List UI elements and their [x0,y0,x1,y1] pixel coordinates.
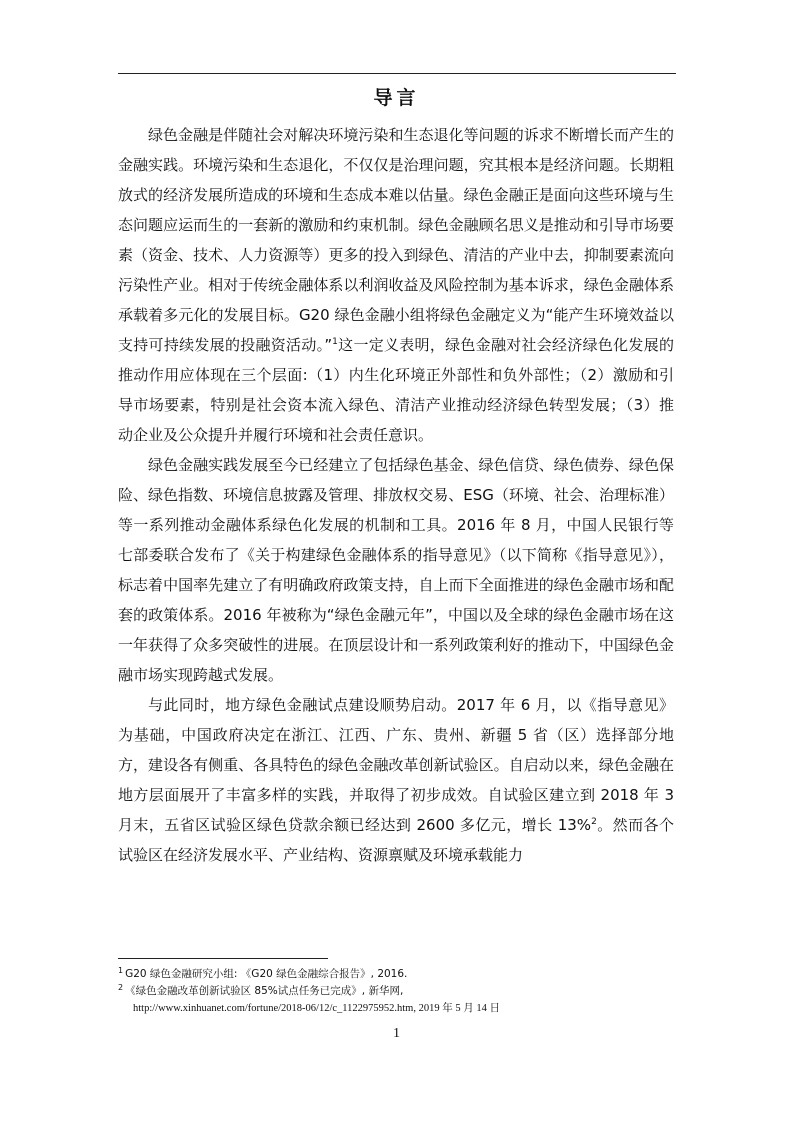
paragraph-2-text: 绿色金融实践发展至今已经建立了包括绿色基金、绿色信贷、绿色债券、绿色保险、绿色指数、环境信息披露及管理、排放权交易、ESG（环境、社会、治理标准）等一系列推动金融体系绿色化发展的机制和工具。2016 年 8 月，中国人民银行等七部委联合发布了《关于构建绿色金融体系的指导意见》（以下简称《指导意见》），标志着中国率先建立了有明确政府政策支持，自上而下全面推进的绿色金融市场和配套的政策体系。2016 年被称为“绿色金融元年”，中国以及全球的绿色金融市场在这一年获得了众多突破性的进展。在顶层设计和一系列政策利好的推动下，中国绿色金融市场实现跨越式发展。 [118,456,674,684]
page-title: 导言 [373,87,420,109]
page-number: 1 [393,1026,400,1041]
paragraph-3-text-cont: 。然而各个试验区在经济发展水平、产业结构、资源禀赋及环境承载能力 [118,816,674,864]
footnotes [118,966,678,1017]
footnote-2-url[interactable]: http://www.xinhuanet.com/fortune/2018-06/12/c_1122975952.htm [133,1003,414,1014]
footnote-2-text: 《绿色金融改革创新试验区 85%试点任务已完成》, 新华网, [125,985,404,997]
footnote-ref-2[interactable]: 2 [591,817,597,827]
footnote-1-marker: 1 [118,965,124,975]
footnote-ref-1[interactable]: 1 [332,337,338,347]
footnote-2 [118,983,678,1000]
footnote-separator [118,958,328,959]
paragraph-1-text-cont: 这一定义表明，绿色金融对社会经济绿色化发展的推动作用应体现在三个层面:（1）内生化环境正外部性和负外部性；（2）激励和引导市场要素，特别是社会资本流入绿色、清洁产业推动经济绿色转型发展；（3）推动企业及公众提升并履行环境和社会责任意识。 [118,336,674,444]
footnote-2-source [118,1000,678,1017]
paragraph-2 [118,450,674,690]
paragraph-3 [118,690,674,870]
footnote-2-date: , 2019 年 5 月 14 日 [413,1003,500,1014]
paragraph-1 [118,120,674,450]
header-rule [118,73,676,74]
paragraph-3-text: 与此同时，地方绿色金融试点建设顺势启动。2017 年 6 月，以《指导意见》为基础，中国政府决定在浙江、江西、广东、贵州、新疆 5 省（区）选择部分地方，建设各有侧重、各具特色的绿色金融改革创新试验区。自启动以来，绿色金融在地方层面展开了丰富多样的实践，并取得了初步成效。自试验区建立到 2018 年 3 月末，五省区试验区绿色贷款余额已经达到 2600 多亿元，增长 13% [118,696,674,834]
footnote-1 [118,966,678,983]
footnote-2-marker: 2 [118,982,124,992]
paragraph-1-text: 绿色金融是伴随社会对解决环境污染和生态退化等问题的诉求不断增长而产生的金融实践。环境污染和生态退化，不仅仅是治理问题，究其根本是经济问题。长期粗放式的经济发展所造成的环境和生态成本难以估量。绿色金融正是面向这些环境与生态问题应运而生的一套新的激励和约束机制。绿色金融顾名思义是推动和引导市场要素（资金、技术、人力资源等）更多的投入到绿色、清洁的产业中去，抑制要素流向污染性产业。相对于传统金融体系以利润收益及风险控制为基本诉求，绿色金融体系承载着多元化的发展目标。G20 绿色金融小组将绿色金融定义为“能产生环境效益以支持可持续发展的投融资活动。” [118,126,674,354]
body-text [118,120,674,870]
footnote-1-text: G20 绿色金融研究小组: 《G20 绿色金融综合报告》, 2016. [125,968,408,980]
